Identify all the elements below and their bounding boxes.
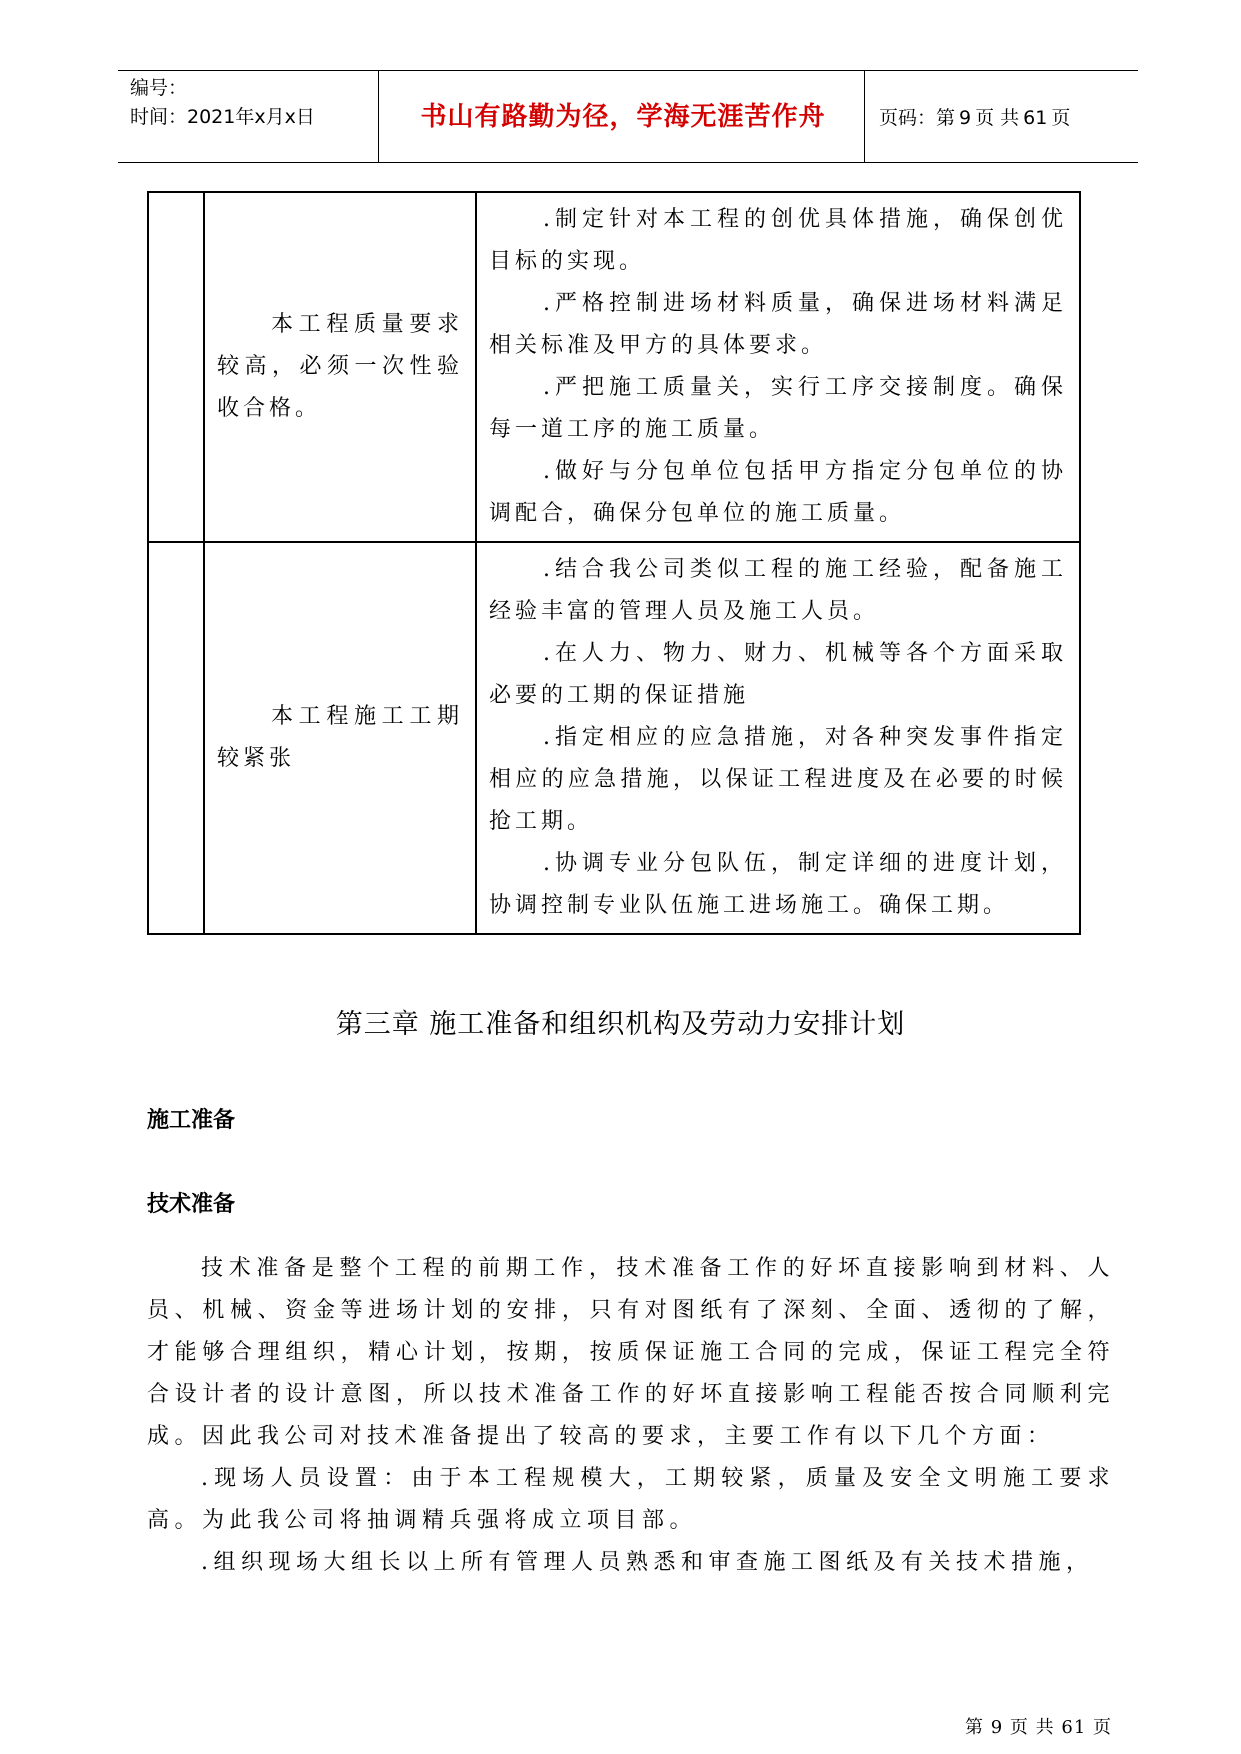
table-cell-blank bbox=[148, 542, 204, 934]
paragraph: 技术准备是整个工程的前期工作，技术准备工作的好坏直接影响到材料、人员、机械、资金等进场计划的安排，只有对图纸有了深刻、全面、透彻的了解，才能够合理组织，精心计划，按期，按质保证施工合同的完成，保证工程完全符合设计者的设计意图，所以技术准备工作的好坏直接影响工程能否按合同顺利完成。因此我公司对技术准备提出了较高的要求，主要工作有以下几个方面： bbox=[147, 1256, 1115, 1449]
table-cell-issue bbox=[204, 542, 476, 934]
issue-text: 本工程质量要求较高，必须一次性验收合格。 bbox=[217, 312, 463, 421]
footer-total: 61 bbox=[1061, 1717, 1087, 1738]
document-number-label: 编号： bbox=[130, 77, 188, 99]
footer-prefix: 第 bbox=[965, 1717, 984, 1738]
table-cell-measures bbox=[476, 542, 1080, 934]
document-date: 时间：2021年x月x日 bbox=[130, 106, 315, 128]
header-divider-left bbox=[378, 70, 379, 162]
measure-item: .做好与分包单位包括甲方指定分包单位的协调配合，确保分包单位的施工质量。 bbox=[489, 459, 1067, 526]
table-cell-measures bbox=[476, 192, 1080, 542]
header-top-rule bbox=[118, 70, 1138, 71]
issue-text: 本工程施工工期较紧张 bbox=[217, 704, 463, 771]
header-bottom-rule bbox=[118, 162, 1138, 163]
page-current: 9 bbox=[959, 107, 972, 129]
footer-suffix: 页 bbox=[1093, 1717, 1113, 1738]
page-end: 页 bbox=[1051, 107, 1071, 129]
footer-page-number bbox=[965, 1713, 1112, 1739]
paragraph: .组织现场大组长以上所有管理人员熟悉和审查施工图纸及有关技术措施， bbox=[201, 1550, 1094, 1575]
measure-item: .协调专业分包队伍，制定详细的进度计划，协调控制专业队伍施工进场施工。确保工期。 bbox=[489, 851, 1067, 918]
page-total: 61 bbox=[1023, 107, 1048, 129]
body-text bbox=[147, 1248, 1115, 1584]
paragraph: .现场人员设置：由于本工程规模大，工期较紧，质量及安全文明施工要求高。为此我公司将抽调精兵强将成立项目部。 bbox=[147, 1466, 1115, 1533]
measure-item: .指定相应的应急措施，对各种突发事件指定相应的应急措施，以保证工程进度及在必要的时候抢工期。 bbox=[489, 725, 1067, 834]
page-label: 页码：第 bbox=[879, 107, 956, 129]
section-heading-prep: 施工准备 bbox=[147, 1108, 236, 1133]
measure-item: .在人力、物力、财力、机械等各个方面采取必要的工期的保证措施 bbox=[489, 641, 1067, 708]
measure-item: .严格控制进场材料质量，确保进场材料满足相关标准及甲方的具体要求。 bbox=[489, 291, 1067, 358]
measure-item: .结合我公司类似工程的施工经验，配备施工经验丰富的管理人员及施工人员。 bbox=[489, 557, 1067, 624]
footer-current: 9 bbox=[990, 1717, 1004, 1738]
header-motto: 书山有路勤为径，学海无涯苦作舟 bbox=[420, 102, 826, 132]
section-heading-tech: 技术准备 bbox=[147, 1192, 236, 1217]
measure-item: .制定针对本工程的创优具体措施，确保创优目标的实现。 bbox=[489, 207, 1067, 274]
header-meta bbox=[130, 74, 315, 132]
measures-table bbox=[147, 191, 1081, 935]
header-page-indicator bbox=[877, 103, 1072, 130]
page-mid: 页 共 bbox=[975, 107, 1020, 129]
table-row bbox=[148, 192, 1080, 542]
footer-mid: 页 共 bbox=[1009, 1717, 1055, 1738]
measure-item: .严把施工质量关，实行工序交接制度。确保每一道工序的施工质量。 bbox=[489, 375, 1067, 442]
table-cell-issue bbox=[204, 192, 476, 542]
chapter-title: 第三章 施工准备和组织机构及劳动力安排计划 bbox=[335, 1009, 906, 1040]
table-cell-blank bbox=[148, 192, 204, 542]
table-row bbox=[148, 542, 1080, 934]
